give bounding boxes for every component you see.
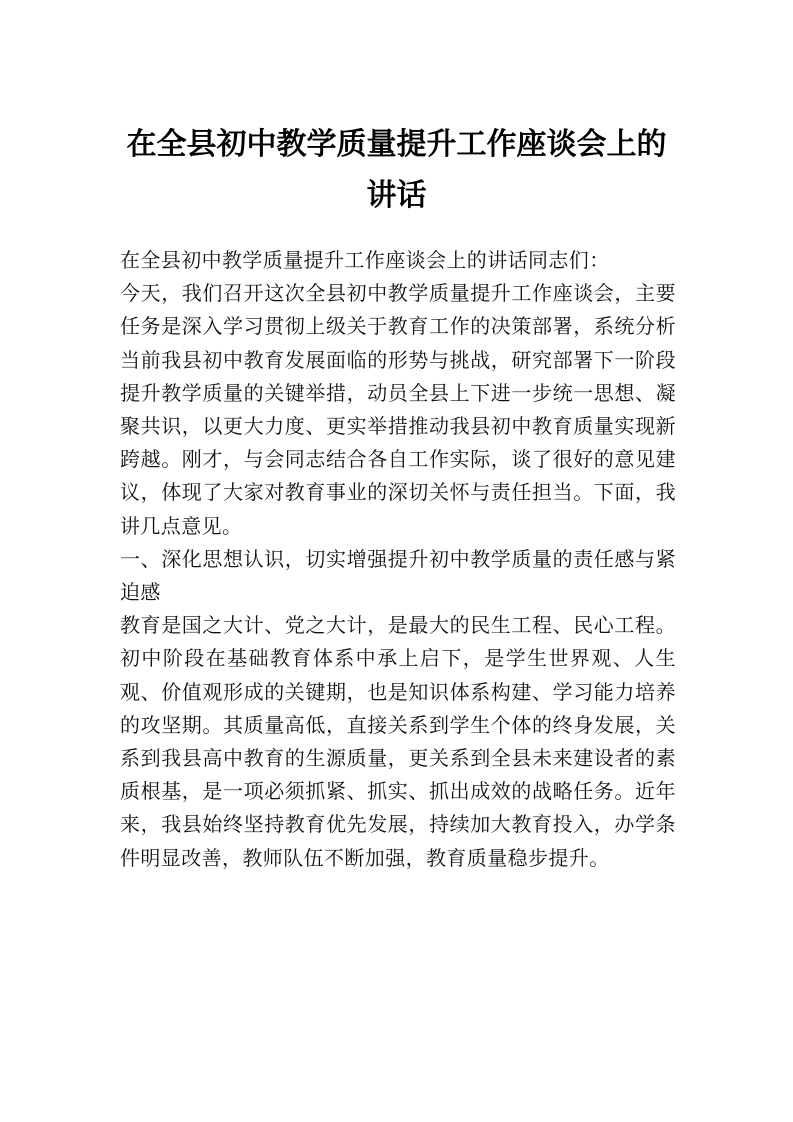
document-title-line-1: 在全县初中教学质量提升工作座谈会上的 <box>126 127 667 162</box>
paragraph-salutation: 在全县初中教学质量提升工作座谈会上的讲话同志们： <box>120 248 610 272</box>
document-body <box>120 244 676 875</box>
paragraph-section-1: 教育是国之大计、党之大计，是最大的民生工程、民心工程。初中阶段在基础教育体系中承上启下，是学生世界观、人生观、价值观形成的关键期，也是知识体系构建、学习能力培养的攻坚期。其质量高低，直接关系到学生个体的终身发展，关系到我县高中教育的生源质量，更关系到全县未来建设者的素质根基，是一项必须抓紧、抓实、抓出成效的战略任务。近年来，我县始终坚持教育优先发展，持续加大教育投入，办学条件明显改善，教师队伍不断加强，教育质量稳步提升。 <box>120 613 676 870</box>
section-heading-1: 一、深化思想认识，切实增强提升初中教学质量的责任感与紧迫感 <box>120 546 676 605</box>
paragraph-introduction: 今天，我们召开这次全县初中教学质量提升工作座谈会，主要任务是深入学习贯彻上级关于教育工作的决策部署，系统分析当前我县初中教育发展面临的形势与挑战，研究部署下一阶段提升教学质量的关键举措，动员全县上下进一步统一思想、凝聚共识，以更大力度、更实举措推动我县初中教育质量实现新跨越。刚才，与会同志结合各自工作实际，谈了很好的意见建议，体现了大家对教育事业的深切关怀与责任担当。下面，我讲几点意见。 <box>120 281 676 538</box>
document-title-line-2: 讲话 <box>366 178 427 213</box>
